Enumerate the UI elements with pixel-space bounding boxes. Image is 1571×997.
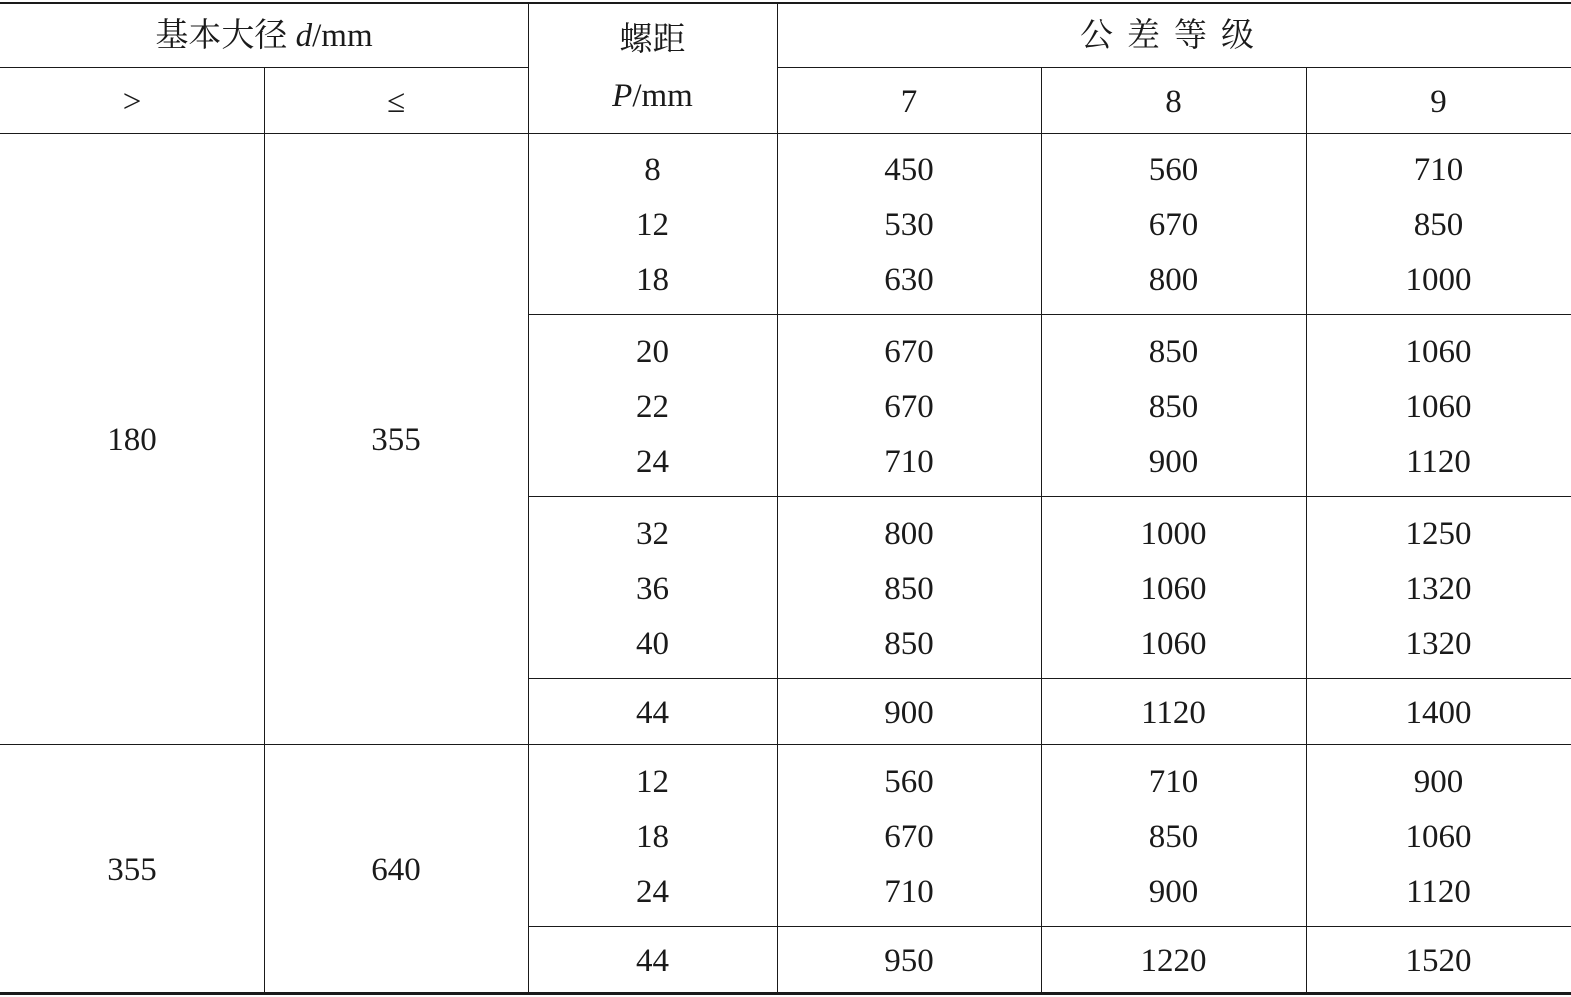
tolerance-value: 1060	[1140, 626, 1207, 662]
tolerance-value: 800	[1148, 262, 1199, 298]
tolerance-value: 850	[1148, 334, 1199, 370]
pitch-header-var: P	[612, 78, 633, 114]
tolerance-value: 630	[884, 262, 934, 298]
tolerance-value: 850	[884, 626, 934, 662]
tolerance-value: 900	[1148, 444, 1199, 480]
tolerance-value: 1060	[1140, 571, 1207, 607]
pitch-header-line1: 螺距	[619, 22, 686, 58]
pitch-value: 24	[636, 874, 669, 910]
tolerance-value: 670	[884, 389, 934, 425]
tolerance-value: 530	[884, 207, 934, 243]
pitch-value: 20	[636, 334, 669, 370]
less-equal-header: ≤	[386, 84, 406, 120]
tolerance-value: 900	[1148, 874, 1199, 910]
tolerance-value: 1120	[1406, 874, 1471, 910]
pitch-value: 12	[636, 207, 669, 243]
header-divider-2	[777, 67, 1571, 68]
tolerance-value: 850	[1413, 207, 1464, 243]
pitch-value: 44	[636, 943, 669, 979]
pitch-value: 44	[636, 695, 669, 731]
tolerance-value: 1220	[1140, 943, 1207, 979]
tolerance-value: 900	[884, 695, 934, 731]
grade-header: 公差等级	[1080, 18, 1268, 54]
pitch-value: 12	[636, 764, 669, 800]
pitch-value: 32	[636, 516, 669, 552]
tolerance-value: 710	[884, 444, 934, 480]
diameter-header	[0, 20, 528, 53]
pitch-value: 18	[636, 819, 669, 855]
tolerance-value: 800	[884, 516, 934, 552]
pitch-value: 40	[636, 626, 669, 662]
diameter-header-var: d	[295, 18, 313, 54]
pitch-header-line2	[528, 80, 777, 113]
tolerance-value: 1520	[1405, 943, 1472, 979]
tolerance-value: 1120	[1406, 444, 1471, 480]
tolerance-value: 710	[1413, 152, 1464, 188]
header-bottom-rule	[0, 133, 1571, 134]
tolerance-value: 1060	[1405, 334, 1472, 370]
tolerance-value: 1060	[1405, 389, 1472, 425]
top-rule	[0, 2, 1571, 4]
tolerance-value: 850	[1148, 389, 1199, 425]
tolerance-value: 850	[884, 571, 934, 607]
group-divider	[528, 314, 1571, 315]
tolerance-value: 670	[1148, 207, 1199, 243]
tolerance-value: 710	[884, 874, 934, 910]
tolerance-value: 1250	[1405, 516, 1472, 552]
tolerance-value: 670	[884, 819, 934, 855]
pitch-value: 22	[636, 389, 669, 425]
pitch-value: 24	[636, 444, 669, 480]
bottom-rule	[0, 992, 1571, 995]
diameter-le-cell: 640	[371, 852, 421, 888]
group-divider	[528, 926, 1571, 927]
tolerance-value: 670	[884, 334, 934, 370]
tolerance-value: 710	[1148, 764, 1199, 800]
grade-8-header: 8	[1165, 84, 1182, 120]
pitch-value: 8	[644, 152, 661, 188]
tolerance-value: 1400	[1405, 695, 1472, 731]
tolerance-value: 560	[1148, 152, 1199, 188]
diameter-header-unit: /mm	[312, 18, 373, 54]
pitch-value: 36	[636, 571, 669, 607]
tolerance-value: 950	[884, 943, 934, 979]
tolerance-value: 1320	[1405, 571, 1472, 607]
tolerance-value: 1000	[1140, 516, 1207, 552]
grade-9-header: 9	[1430, 84, 1447, 120]
tolerance-value: 1000	[1405, 262, 1472, 298]
group-divider	[528, 678, 1571, 679]
tolerance-value: 1120	[1141, 695, 1206, 731]
tolerance-value: 850	[1148, 819, 1199, 855]
tolerance-value: 560	[884, 764, 934, 800]
tolerance-value: 450	[884, 152, 934, 188]
diameter-header-text: 基本大径	[155, 18, 288, 54]
pitch-value: 18	[636, 262, 669, 298]
group-divider	[528, 496, 1571, 497]
pitch-header-unit: /mm	[632, 78, 693, 114]
row-divider	[0, 744, 1571, 745]
tolerance-value: 1060	[1405, 819, 1472, 855]
greater-than-header: >	[122, 84, 142, 120]
tolerance-value: 900	[1413, 764, 1464, 800]
tolerance-value: 1320	[1405, 626, 1472, 662]
diameter-gt-cell: 180	[107, 422, 157, 458]
diameter-gt-cell: 355	[107, 852, 157, 888]
diameter-le-cell: 355	[371, 422, 421, 458]
grade-7-header: 7	[900, 84, 918, 120]
